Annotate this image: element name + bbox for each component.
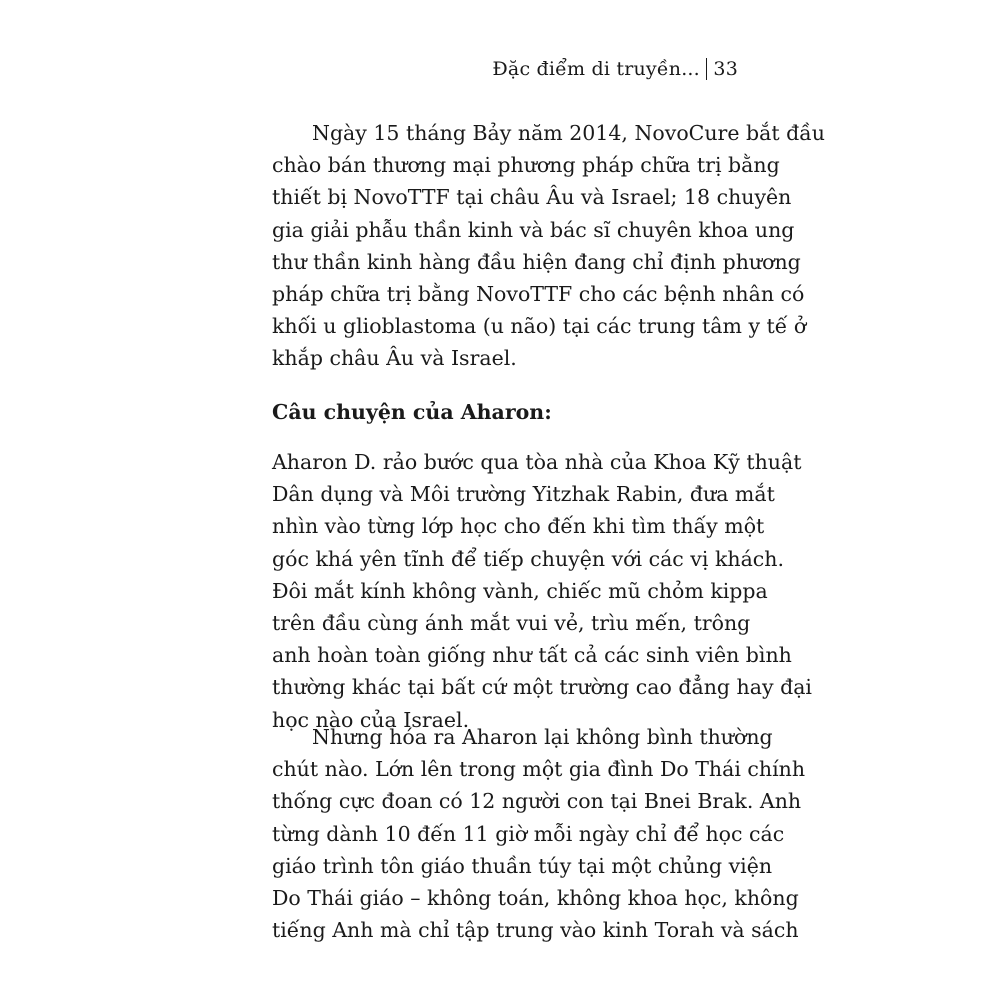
paragraph-line: khắp châu Âu và Israel.	[272, 346, 517, 371]
paragraph-line: thư thần kinh hàng đầu hiện đang chỉ định phương	[272, 249, 801, 274]
page-number: 33	[713, 58, 738, 80]
paragraph-novocure	[272, 117, 825, 375]
paragraph-line: anh hoàn toàn giống như tất cả các sinh viên bình	[272, 643, 792, 668]
paragraph-aharon-intro	[272, 446, 812, 736]
paragraph-line: chào bán thương mại phương pháp chữa trị bằng	[272, 153, 780, 178]
paragraph-line: góc khá yên tĩnh để tiếp chuyện với các vị khách.	[272, 546, 784, 571]
paragraph-line: thường khác tại bất cứ một trường cao đẳng hay đại	[272, 675, 812, 700]
paragraph-line: thống cực đoan có 12 người con tại Bnei Brak. Anh	[272, 789, 802, 814]
paragraph-aharon-background	[272, 721, 806, 946]
paragraph-line: giáo trình tôn giáo thuần túy tại một chủng viện	[272, 853, 773, 878]
paragraph-line: trên đầu cùng ánh mắt vui vẻ, trìu mến, trông	[272, 611, 751, 636]
paragraph-line: Do Thái giáo – không toán, không khoa học, không	[272, 886, 799, 911]
paragraph-line: Ngày 15 tháng Bảy năm 2014, NovoCure bắt đầu	[312, 121, 825, 145]
paragraph-line: thiết bị NovoTTF tại châu Âu và Israel; 18 chuyên	[272, 185, 792, 210]
paragraph-line: pháp chữa trị bằng NovoTTF cho các bệnh nhân có	[272, 282, 805, 307]
running-head-separator	[706, 58, 708, 80]
running-head-title: Đặc điểm di truyền...	[492, 58, 700, 80]
section-heading: Câu chuyện của Aharon:	[272, 400, 552, 424]
paragraph-line: chút nào. Lớn lên trong một gia đình Do Thái chính	[272, 757, 806, 782]
paragraph-line: Nhưng hóa ra Aharon lại không bình thường	[312, 725, 773, 749]
paragraph-line: học nào của Israel.	[272, 707, 470, 732]
paragraph-line: Đôi mắt kính không vành, chiếc mũ chỏm kippa	[272, 578, 768, 603]
paragraph-line: khối u glioblastoma (u não) tại các trung tâm y tế ở	[272, 314, 807, 339]
paragraph-line: từng dành 10 đến 11 giờ mỗi ngày chỉ để học các	[272, 821, 785, 846]
paragraph-line: gia giải phẫu thần kinh và bác sĩ chuyên khoa ung	[272, 217, 795, 242]
paragraph-line: nhìn vào từng lớp học cho đến khi tìm thấy một	[272, 514, 765, 539]
paragraph-line: Aharon D. rảo bước qua tòa nhà của Khoa Kỹ thuật	[272, 450, 802, 474]
paragraph-line: tiếng Anh mà chỉ tập trung vào kinh Torah và sách	[272, 918, 799, 943]
paragraph-line: Dân dụng và Môi trường Yitzhak Rabin, đưa mắt	[272, 482, 775, 507]
running-head	[492, 58, 738, 80]
